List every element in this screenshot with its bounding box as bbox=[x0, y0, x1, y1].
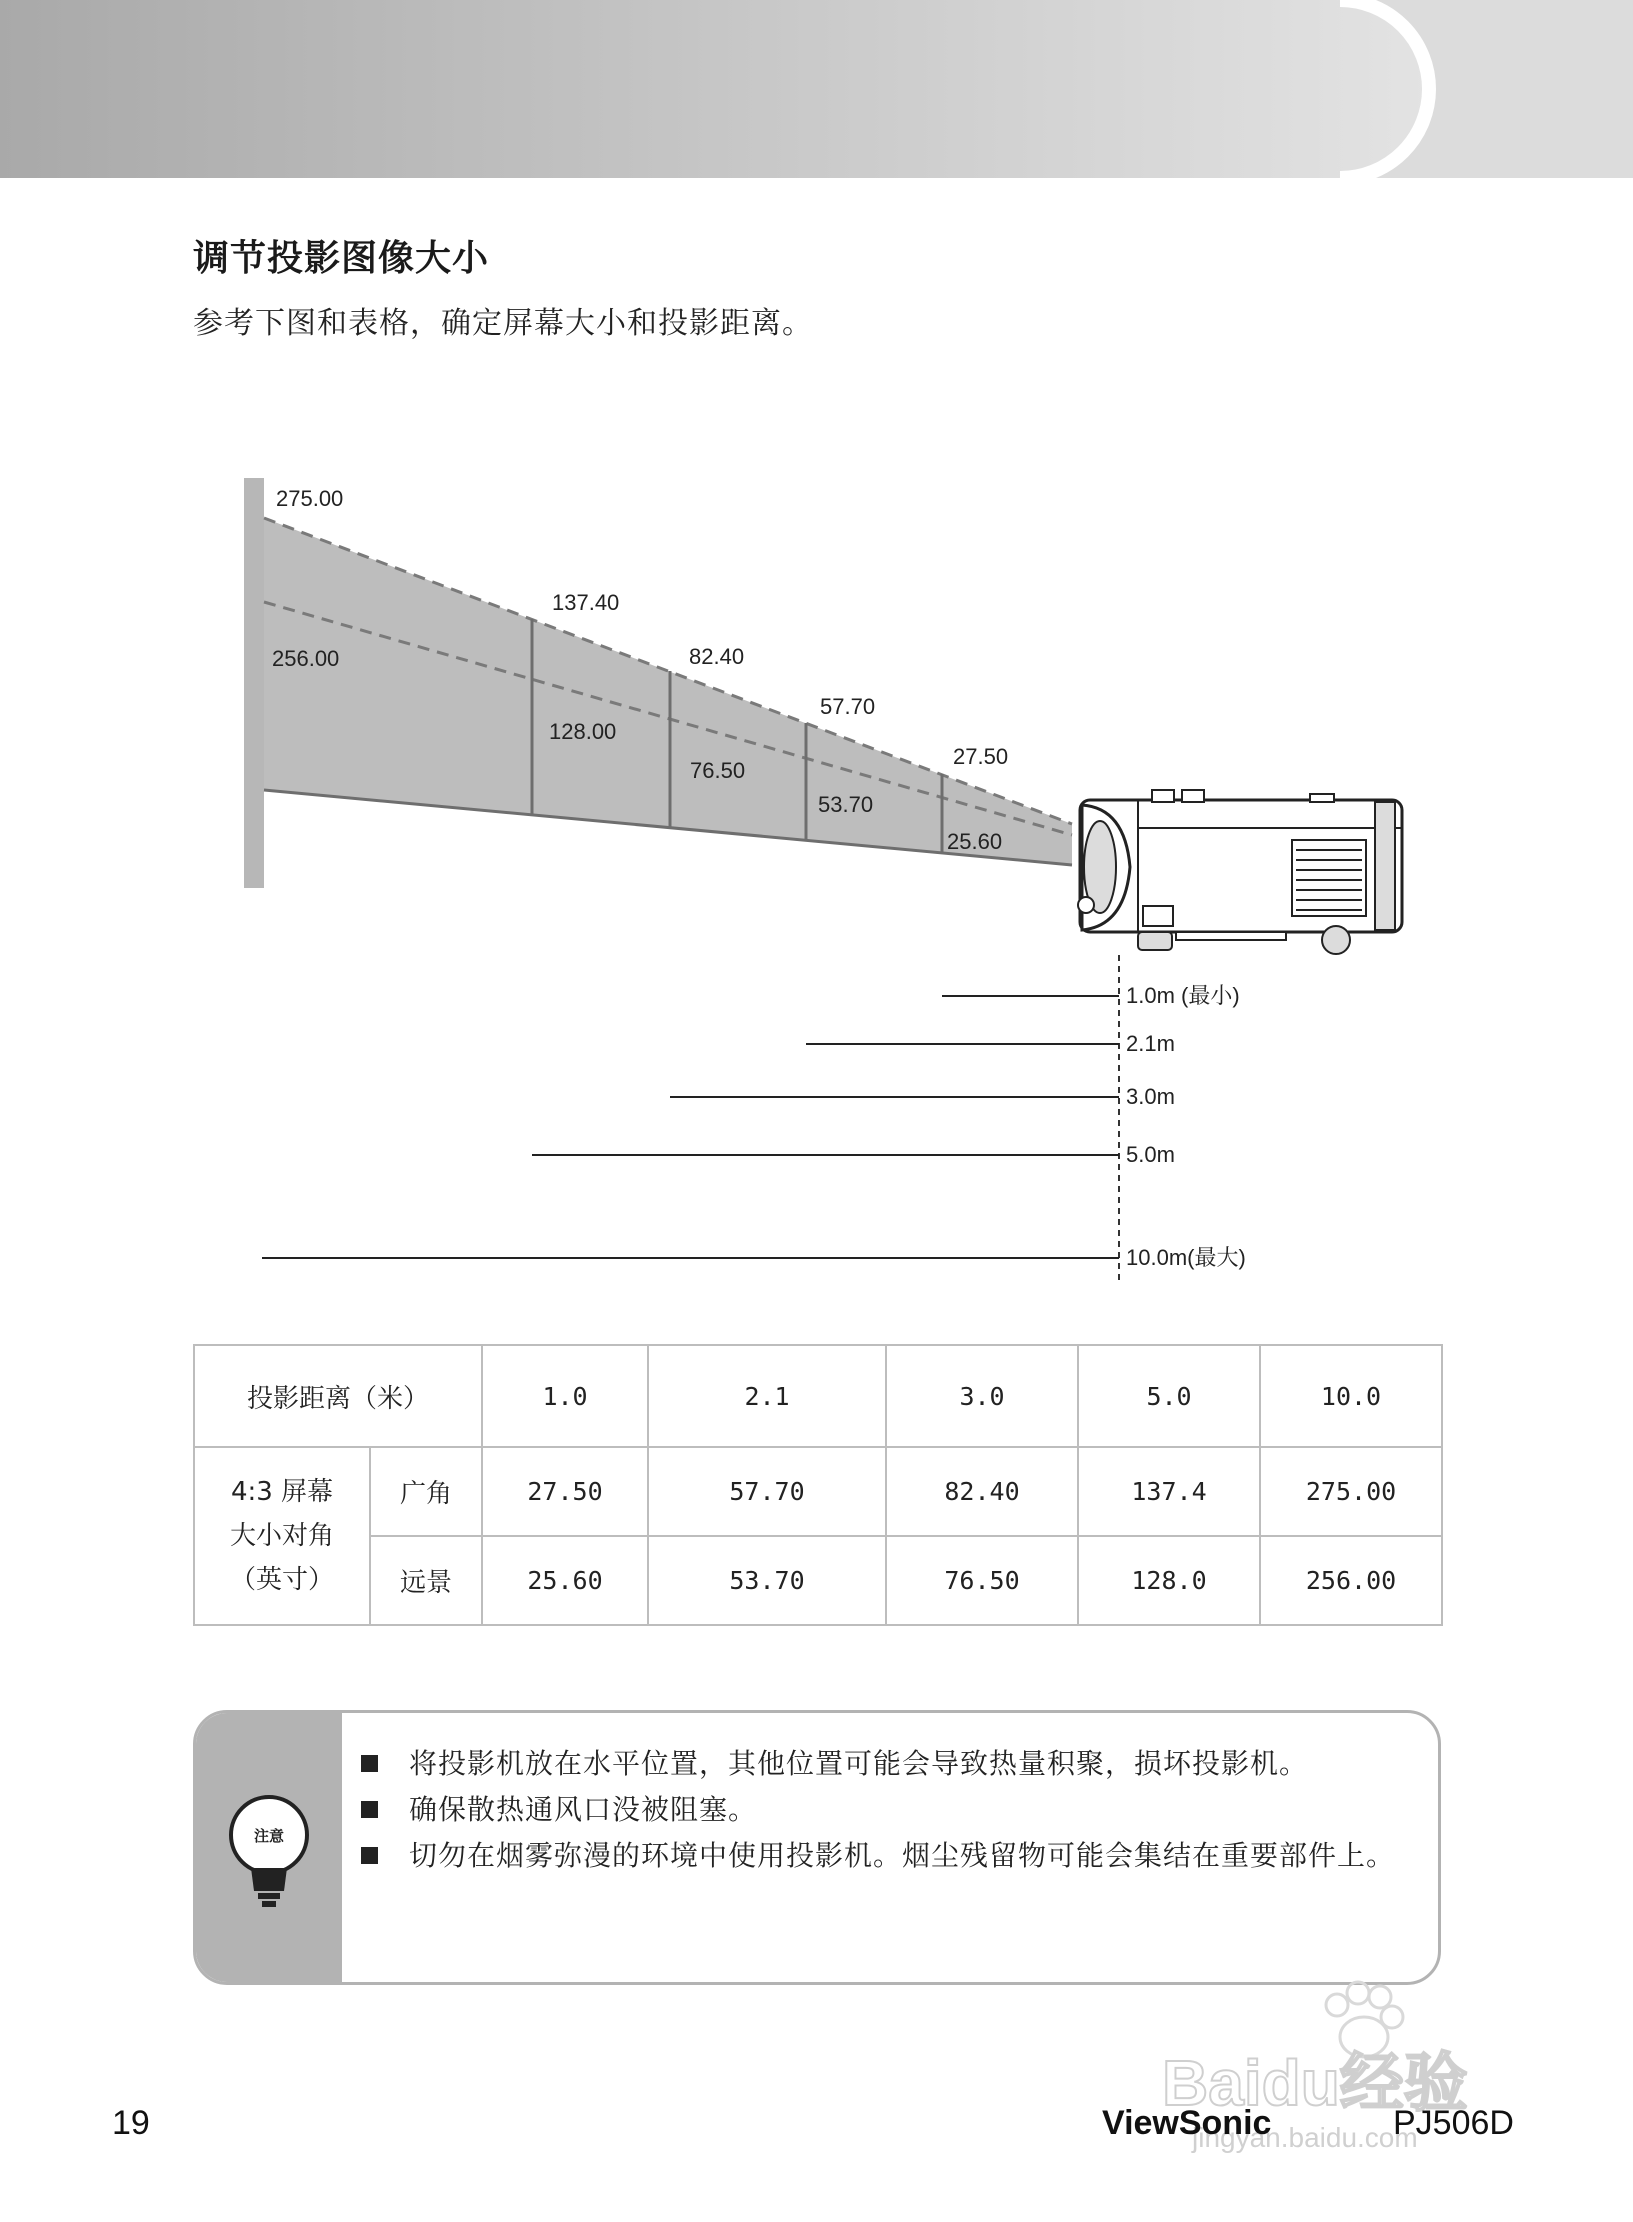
size-header-cell bbox=[194, 1447, 370, 1625]
distance-cell: 2.1 bbox=[648, 1345, 886, 1447]
table-cell: 256.00 bbox=[1260, 1536, 1442, 1625]
note-item-text: 确保散热通风口没被阻塞。 bbox=[409, 1793, 758, 1826]
size-label-76: 76.50 bbox=[690, 758, 746, 783]
distance-label-3m: 3.0m bbox=[1126, 1084, 1175, 1109]
table-cell: 128.0 bbox=[1078, 1536, 1260, 1625]
watermark-url: jingyan.baidu.com bbox=[1192, 2122, 1418, 2153]
row-label-wide: 广角 bbox=[370, 1447, 482, 1536]
size-header-line: 大小对角 bbox=[229, 1521, 334, 1551]
size-label-128: 128.00 bbox=[549, 719, 617, 744]
distance-cell: 10.0 bbox=[1260, 1345, 1442, 1447]
table-cell: 76.50 bbox=[886, 1536, 1078, 1625]
note-item bbox=[361, 1787, 1421, 1833]
note-sidebar bbox=[196, 1713, 342, 1982]
distance-cell: 3.0 bbox=[886, 1345, 1078, 1447]
distance-cell: 1.0 bbox=[482, 1345, 648, 1447]
size-label-82: 82.40 bbox=[689, 644, 745, 669]
table-cell: 25.60 bbox=[482, 1536, 648, 1625]
table-cell: 82.40 bbox=[886, 1447, 1078, 1536]
distance-label-2m: 2.1m bbox=[1126, 1031, 1175, 1056]
screen-size-table bbox=[193, 1344, 1443, 1626]
table-cell: 53.70 bbox=[648, 1536, 886, 1625]
lightbulb-icon bbox=[196, 1713, 342, 1985]
size-label-57: 57.70 bbox=[820, 694, 876, 719]
distance-label-10m: 10.0m(最大) bbox=[1126, 1245, 1246, 1270]
note-item-text: 将投影机放在水平位置，其他位置可能会导致热量积聚，损坏投影机。 bbox=[409, 1747, 1309, 1780]
distance-cell: 5.0 bbox=[1078, 1345, 1260, 1447]
section-title: 调节投影图像大小 bbox=[193, 238, 490, 279]
projection-diagram bbox=[0, 440, 1633, 1290]
header-band bbox=[0, 0, 1633, 178]
note-item bbox=[361, 1833, 1421, 1879]
table-cell: 27.50 bbox=[482, 1447, 648, 1536]
section-intro: 参考下图和表格，确定屏幕大小和投影距离。 bbox=[193, 306, 813, 341]
note-icon-label: 注意 bbox=[253, 1827, 285, 1845]
note-list bbox=[361, 1741, 1421, 1879]
bullet-square-icon bbox=[361, 1801, 378, 1818]
projector-illustration bbox=[1078, 790, 1402, 954]
note-box bbox=[193, 1710, 1441, 1985]
watermark-text: Baidu经验 bbox=[1162, 2047, 1468, 2119]
table-cell: 275.00 bbox=[1260, 1447, 1442, 1536]
brand-name: ViewSonic bbox=[1102, 2104, 1272, 2142]
distance-label-1m: 1.0m (最小) bbox=[1126, 983, 1240, 1008]
note-item bbox=[361, 1741, 1421, 1787]
note-item-text: 切勿在烟雾弥漫的环境中使用投影机。烟尘残留物可能会集结在重要部件上。 bbox=[409, 1839, 1396, 1872]
model-name: PJ506D bbox=[1393, 2104, 1514, 2142]
size-label-27: 27.50 bbox=[953, 744, 1009, 769]
distance-header-cell: 投影距离（米） bbox=[194, 1345, 482, 1447]
screen-wall bbox=[244, 478, 264, 888]
page-number: 19 bbox=[112, 2104, 150, 2142]
table-cell: 57.70 bbox=[648, 1447, 886, 1536]
distance-label-5m: 5.0m bbox=[1126, 1142, 1175, 1167]
size-label-137: 137.40 bbox=[552, 590, 620, 615]
size-header-line: （英寸） bbox=[229, 1565, 334, 1595]
size-label-256: 256.00 bbox=[272, 646, 340, 671]
size-header-line: 4:3 屏幕 bbox=[230, 1477, 334, 1507]
table-cell: 137.4 bbox=[1078, 1447, 1260, 1536]
bullet-square-icon bbox=[361, 1755, 378, 1772]
size-label-275: 275.00 bbox=[276, 486, 344, 511]
projection-beam bbox=[264, 518, 1072, 865]
size-label-25: 25.60 bbox=[947, 829, 1003, 854]
row-label-tele: 远景 bbox=[370, 1536, 482, 1625]
size-label-53: 53.70 bbox=[818, 792, 874, 817]
bullet-square-icon bbox=[361, 1847, 378, 1864]
